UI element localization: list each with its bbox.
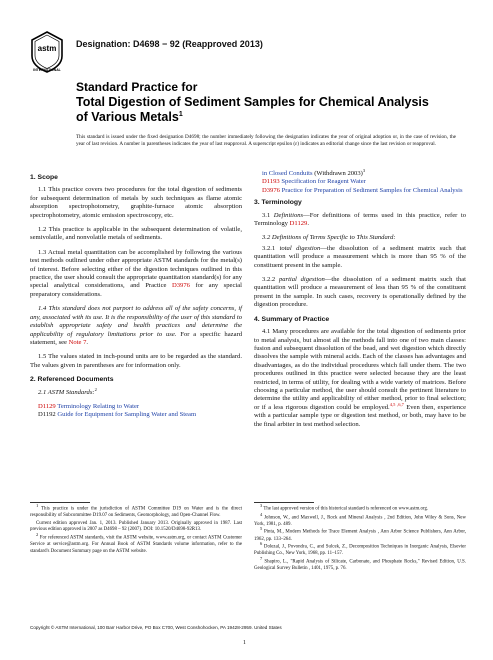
title-line-3: of Various Metals$^1$ [76, 110, 183, 124]
link-d3976-ref[interactable]: D3976 [262, 186, 280, 194]
reference-d1192: D1192 Guide for Equipment for Sampling Water and Steam [38, 411, 197, 419]
issue-notice: This standard is issued under the fixed designation D4698; the number immediately following the designation indicates the year of original adoption or, in the case of revision, the year of last revision. A number in parentheses indicates the year of last reapproval. A superscript epsilon (ε) indicates an editorial change since the last revision or reapproval. [76, 134, 456, 147]
footnote-rule-left [30, 502, 90, 503]
paragraph-1-2: 1.2 This practice is applicable in the subsequent determination of volatile, semivolatile, and nonvolatile metals of sediments. [30, 226, 242, 242]
link-d1129[interactable]: D1129 [38, 402, 56, 410]
designation: Designation: D4698 − 92 (Reapproved 2013) [76, 39, 263, 49]
footnote-1b: Current edition approved Jan. 1, 2013. Published January 2013. Originally approved in 1987. Last previous edition approved in 2007 as D4698 – 92 (2007). DOI: 10.1520/D4698-92R13. [30, 520, 242, 533]
section-heading-terminology: 3. Terminology [254, 199, 302, 207]
document-title [76, 80, 476, 125]
title-line-1: Standard Practice for [76, 80, 198, 94]
paragraph-3-2: 3.2 Definitions of Terms Specific to This Standard: [262, 234, 396, 242]
paragraph-3-2-2: 3.2.2 partial digestion—the dissolution of a sediment matrix such that quantitation will produce a measurement of less than 95 % of the constituent present in the sample. In such cases, recovery is operationally defined by the digestion procedure. [254, 276, 466, 309]
footnotes-left [30, 503, 243, 557]
section-heading-referenced-documents: 2. Referenced Documents [30, 376, 114, 384]
reference-d1129: D1129 Terminology Relating to Water [38, 402, 140, 410]
section-heading-summary: 4. Summary of Practice [254, 315, 330, 323]
astm-logo [30, 30, 64, 74]
paragraph-3-1: 3.1 Definitions—For definitions of terms used in this practice, refer to Terminology D1129. [254, 211, 466, 228]
paragraph-3-2-1: 3.2.1 total digestion—the dissolution of a sediment matrix such that quantitation will produce a measurement which is more than 95 % of the constituent present in the sample. [254, 244, 467, 269]
footnotes-right [254, 503, 466, 574]
reference-d1193: D1193 Specification for Reagent Water [262, 178, 366, 186]
link-d1192-title[interactable]: Guide for Equipment for Sampling Water and Steam [55, 411, 197, 419]
svg-text:astm: astm [37, 44, 57, 53]
footnote-6: $^6$ Dolezal, J., Povondra, C., and Sulcek, Z., Decomposition Techniques in Inorganic Analysis, Elsevier Publishing Co., New York, 1968, pp. 11–157. [254, 541, 466, 557]
footnote-7: $^7$ Shapiro, L., "Rapid Analysis of Silicate, Carbonate, and Phosphate Rocks," Revised Edition, U.S. Geological Survey Bulletin , 1401, 1975, p. 76. [254, 556, 466, 572]
reference-d1192-continued: in Closed Conduits (Withdrawn 2003)$^3$ [262, 167, 366, 177]
right-column [254, 167, 467, 435]
link-d1129-term[interactable]: D1129 [289, 220, 308, 228]
reference-d3976: D3976 Practice for Preparation of Sediment Samples for Chemical Analysis [262, 186, 463, 194]
left-column [30, 170, 242, 420]
page-number: 1 [243, 640, 246, 646]
copyright-line: Copyright © ASTM International, 100 Barr Harbor Drive, PO Box C700, West Conshohocken, PA 19428-2959. United States [30, 625, 282, 630]
title-line-2: Total Digestion of Sediment Samples for Chemical Analysis [76, 95, 429, 109]
footnote-5: $^5$ Pinta, M., Modern Methods for Trace Element Analysis , Ann Arbor Science Publishers, Ann Arbor, 1962, pp. 133–264. [254, 526, 466, 542]
footnote-2: $^2$ For referenced ASTM standards, visit the ASTM website, www.astm.org, or contact ASTM Customer Service at service@astm.org. For Annual Book of ASTM Standards volume information, refer to the standard's Document Summary page on the ASTM website. [30, 532, 242, 554]
link-d1193[interactable]: D1193 [262, 178, 280, 186]
paragraph-4-1: 4.1 Many procedures are available for the total digestion of sediments prior to metal analysis, but almost all the methods fall into one of two main classes: fusion and subsequent dissolution of the bead, and wet digestion which directly dissolves the sample with mineral acids. Each of the classes has advantages and disadvantages, as do the individual procedures which fall under them. The two procedures outlined in this practice were selected because they are the least restricted, in terms of utility, for dealing with a wide variety of matrices. Before choosing a particular method, the user should consult the pertinent literature to determine the utility and applicability of either method, prior to final selection; or if a less rigorous digestion could be employed.$^{4,5 ,6,7}$ Even then, experience with a particular sample type or digestion test method, or both, may have to be the final arbiter in test method selection. [254, 328, 466, 428]
section-heading-scope: 1. Scope [30, 174, 58, 181]
svg-text:INTERNATIONAL: INTERNATIONAL [33, 68, 61, 72]
footnote-3: $^3$ The last approved version of this historical standard is referenced on www.astm.org. [260, 503, 429, 512]
paragraph-1-1: 1.1 This practice covers two procedures for the total digestion of sediments for subsequent determination of metals by such techniques as flame atomic absorption spectrophotometry, graphite-furnace atomic absorption spectrophotometry, atomic emission spectroscopy, etc. [30, 186, 242, 219]
paragraph-2-1: 2.1 ASTM Standards:$^2$ [38, 386, 97, 396]
footnote-4: $^4$ Johnson, W., and Maxwell, J., Rock and Mineral Analysis , 2nd Edition, John Wiley & Sons, New York, 1981, p. 489. [254, 511, 466, 527]
paragraph-1-5: 1.5 The values stated in inch-pound units are to be regarded as the standard. The values given in parentheses are for information only. [30, 353, 242, 369]
paragraph-1-4: 1.4 This standard does not purport to address all of the safety concerns, if any, associated with its use. It is the responsibility of the user of this standard to establish appropriate safety and health practices and determine the applicability of regulatory limitations prior to use. For a specific hazard statement, see Note 7. [30, 305, 242, 346]
footnote-1: $^1$ This practice is under the jurisdiction of ASTM Committee D19 on Water and is the direct responsibility of Subcommittee D19.07 on Sediments, Geomorphology, and Open-Channel Flow. [30, 503, 243, 519]
paragraph-1-3: 1.3 Actual metal quantitation can be accomplished by following the various test methods outlined under other appropriate ASTM standards for the metal(s) of interest. Before selecting either of the digestion techniques outlined in this practice, the user should consult the appropriate quantitation standard(s) for any special analytical considerations, and Practice D3976 for any special preparatory considerations. [30, 248, 242, 298]
link-note-7[interactable]: Note 7 [68, 338, 87, 346]
footnote-rule-right [254, 502, 314, 503]
link-d3976[interactable]: D3976 [171, 282, 190, 290]
